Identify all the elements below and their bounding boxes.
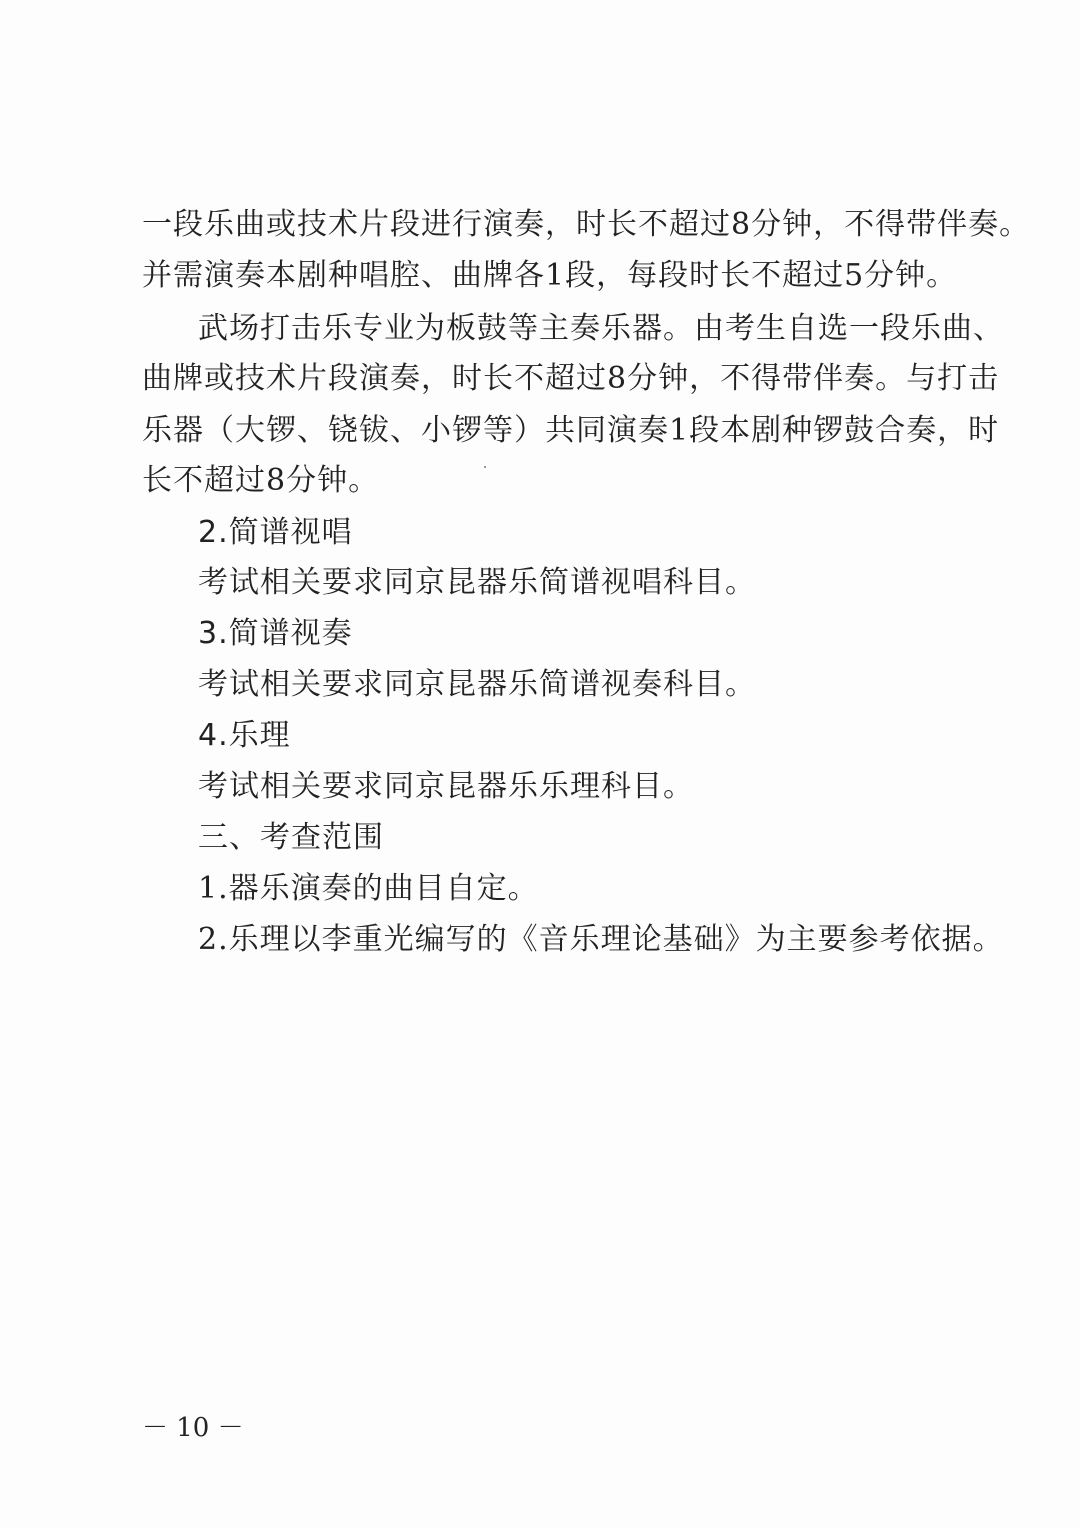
section-heading: 4.乐理 <box>198 718 291 753</box>
paragraph-line: 并需演奏本剧种唱腔、曲牌各1段，每段时长不超过5分钟。 <box>142 258 958 293</box>
section-heading: 2.简谱视唱 <box>198 515 353 550</box>
chapter-heading: 三、考查范围 <box>198 820 384 855</box>
paragraph-line: 考试相关要求同京昆器乐简谱视唱科目。 <box>198 565 756 600</box>
paragraph-line: 武场打击乐专业为板鼓等主奏乐器。由考生自选一段乐曲、 <box>198 311 1004 346</box>
scan-speck <box>484 466 486 468</box>
paragraph-line: 曲牌或技术片段演奏，时长不超过8分钟，不得带伴奏。与打击 <box>142 361 1000 396</box>
paragraph-line: 考试相关要求同京昆器乐简谱视奏科目。 <box>198 667 756 702</box>
paragraph-line: 1.器乐演奏的曲目自定。 <box>198 871 539 906</box>
paragraph-line: 考试相关要求同京昆器乐乐理科目。 <box>198 769 694 804</box>
paragraph-line: 乐器（大锣、铙钹、小锣等）共同演奏1段本剧种锣鼓合奏，时 <box>142 413 1000 448</box>
section-heading: 3.简谱视奏 <box>198 616 353 651</box>
paragraph-line: 一段乐曲或技术片段进行演奏，时长不超过8分钟，不得带伴奏。 <box>142 207 1031 242</box>
paragraph-line: 长不超过8分钟。 <box>142 463 380 498</box>
paragraph-line: 2.乐理以李重光编写的《音乐理论基础》为主要参考依据。 <box>198 922 1004 957</box>
page-number: － 10 － <box>142 1413 244 1443</box>
